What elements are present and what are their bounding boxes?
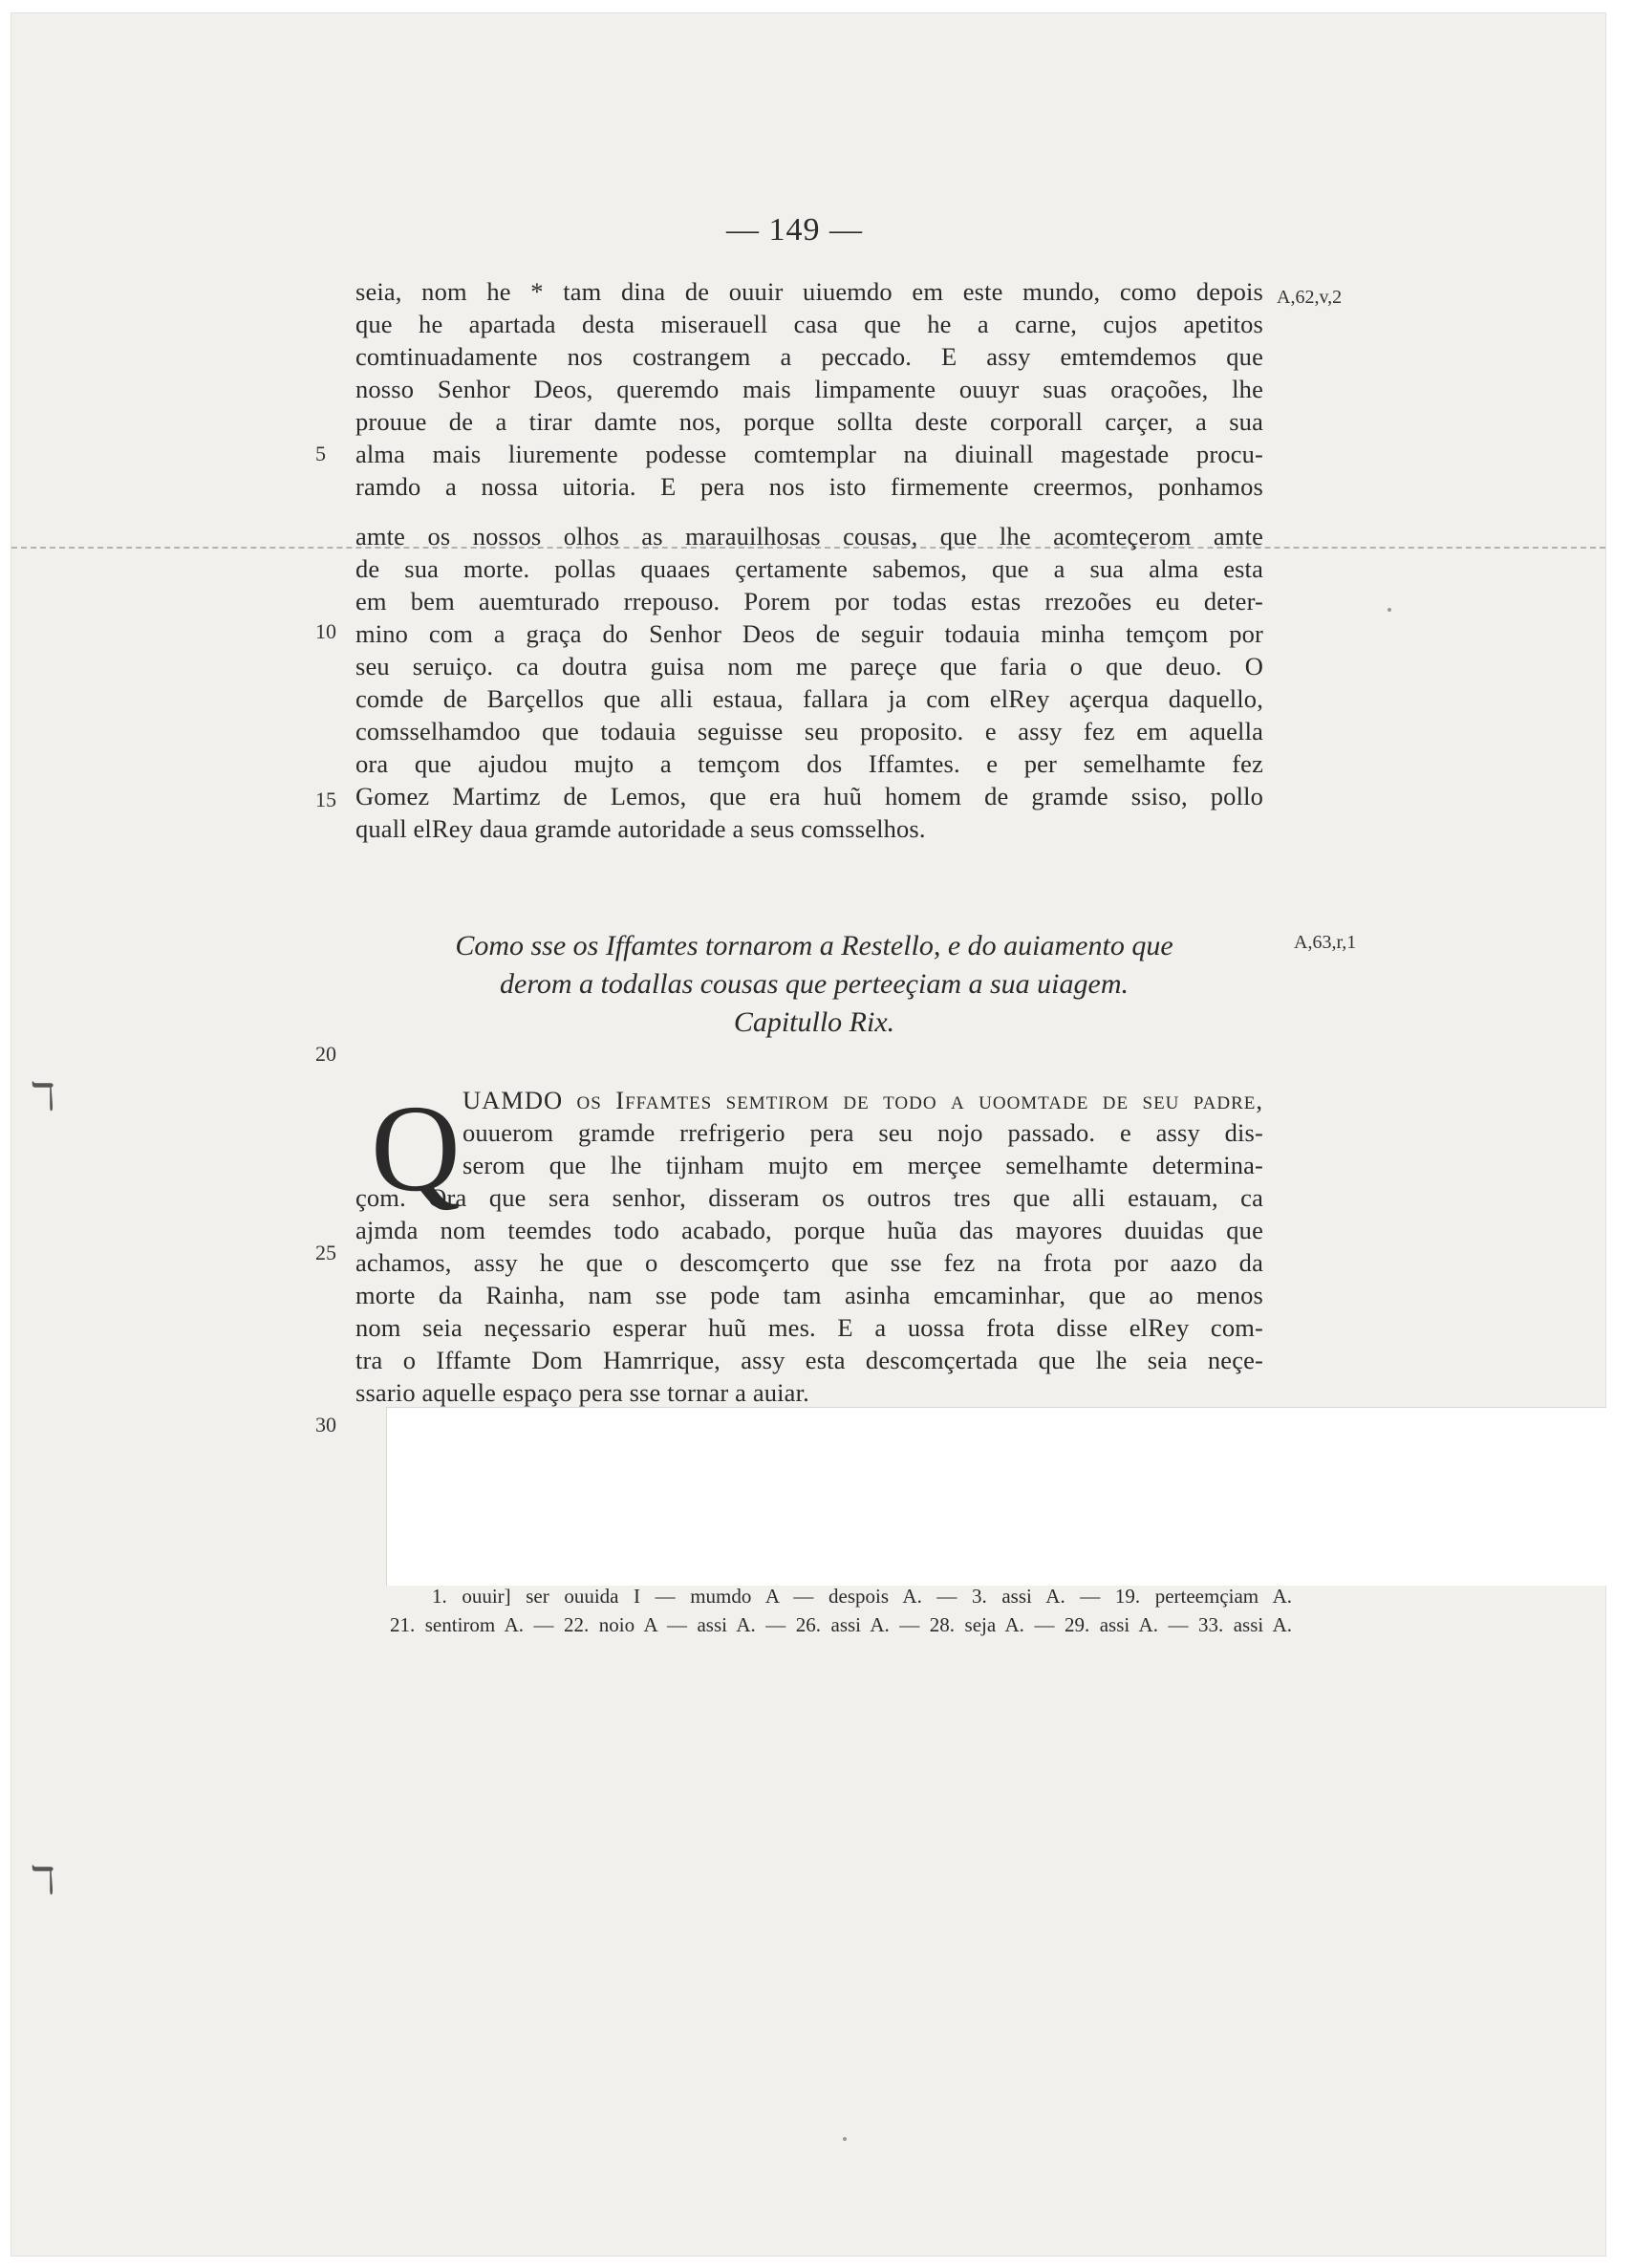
line-number: 20 xyxy=(315,1042,336,1066)
text-line: prouue de a tirar damte nos, porque sollta deste corporall carçer, a sua xyxy=(355,407,1263,436)
line-number: 5 xyxy=(315,442,326,465)
text-line: alma mais liuremente podesse comtemplar na diuinall magestade procu- xyxy=(355,440,1263,468)
text-line: ramdo a nossa uitoria. E pera nos isto firmemente creermos, ponhamos xyxy=(355,472,1263,501)
page-number: — 149 — xyxy=(726,212,863,248)
text-line: que he apartada desta miserauell casa que he a carne, cujos apetitos xyxy=(355,310,1263,338)
text-line: serom que lhe tijnham mujto em merçee semelhamte determina- xyxy=(463,1151,1263,1179)
chapter-title-line-1: Como sse os Iffamtes tornarom a Restello, e do auiamento que xyxy=(455,930,1173,961)
margin-reference-top: A,62,v,2 xyxy=(1277,287,1343,308)
line-number: 10 xyxy=(315,619,336,643)
text-line: de sua morte. pollas quaaes çertamente sabemos, que a sua alma esta xyxy=(355,554,1263,583)
text-line: Gomez Martimz de Lemos, que era huũ homem de gramde ssiso, pollo xyxy=(355,782,1263,810)
text-line: nom seia neçessario esperar huũ mes. E a uossa frota disse elRey com- xyxy=(355,1313,1263,1342)
speck xyxy=(843,2137,847,2141)
text-line: ajmda nom teemdes todo acabado, porque huũa das mayores duuidas que xyxy=(355,1216,1263,1244)
speck xyxy=(1388,608,1391,612)
drop-cap: Q xyxy=(371,1080,461,1218)
scan-mark: ℸ xyxy=(31,1859,55,1902)
pasted-paper-strip xyxy=(386,1407,1606,1586)
text-line: UAMDO os Iffamtes semtirom de todo a uoomtade de seu padre, xyxy=(463,1086,1263,1114)
text-line: tra o Iffamte Dom Hamrrique, assy esta descomçertada que lhe seia neçe- xyxy=(355,1346,1263,1374)
text-line: amte os nossos olhos as marauilhosas cousas, que lhe acomteçerom amte xyxy=(355,522,1263,551)
text-line: seu seruiço. ca doutra guisa nom me pareçe que faria o que deuo. O xyxy=(355,652,1263,680)
chapter-title-line-2: derom a todallas cousas que perteeçiam a sua uiagem. xyxy=(500,968,1129,1000)
footnote-line-2: 21. sentirom A. — 22. noio A — assi A. — 26. assi A. — 28. seja A. — 29. assi A. — 33. assi A. xyxy=(390,1613,1292,1636)
line-number: 15 xyxy=(315,788,336,811)
text-line: mino com a graça do Senhor Deos de seguir todauia minha temçom por xyxy=(355,619,1263,648)
line-number: 30 xyxy=(315,1413,336,1436)
footnote-line-1: 1. ouuir] ser ouuida I — mumdo A — despois A. — 3. assi A. — 19. perteemçiam A. xyxy=(432,1585,1292,1608)
text-line: quall elRey daua gramde autoridade a seus comsselhos. xyxy=(355,814,926,843)
scan-edge-marks xyxy=(31,13,107,2256)
scan-mark: ℸ xyxy=(31,1075,55,1118)
text-line: ssario aquelle espaço pera sse tornar a auiar. xyxy=(355,1378,809,1407)
text-line: seia, nom he * tam dina de ouuir uiuemdo em este mundo, como depois xyxy=(355,277,1263,306)
chapter-title-line-3: Capitullo Rix. xyxy=(733,1006,895,1038)
text-line: comde de Barçellos que alli estaua, fallara ja com elRey açerqua daquello, xyxy=(355,684,1263,713)
text-line: morte da Rainha, nam sse pode tam asinha emcaminhar, que ao menos xyxy=(355,1281,1263,1309)
text-line: nosso Senhor Deos, queremdo mais limpamente ouuyr suas oraçoões, lhe xyxy=(355,375,1263,403)
text-line: em bem auemturado rrepouso. Porem por todas estas rrezoões eu deter- xyxy=(355,587,1263,616)
text-line: achamos, assy he que o descomçerto que sse fez na frota por aazo da xyxy=(355,1248,1263,1277)
text-line: çom. Ora que sera senhor, disseram os outros tres que alli estauam, ca xyxy=(355,1183,1263,1212)
text-line: comtinuadamente nos costrangem a peccado. E assy emtemdemos que xyxy=(355,342,1263,371)
text-line: comsselhamdoo que todauia seguisse seu proposito. e assy fez em aquella xyxy=(355,717,1263,745)
text-line: ora que ajudou mujto a temçom dos Iffamtes. e per semelhamte fez xyxy=(355,749,1263,778)
text-line: ouuerom gramde rrefrigerio pera seu nojo passado. e assy dis- xyxy=(463,1118,1263,1147)
line-number: 25 xyxy=(315,1241,336,1264)
margin-reference-chapter: A,63,r,1 xyxy=(1294,932,1357,953)
